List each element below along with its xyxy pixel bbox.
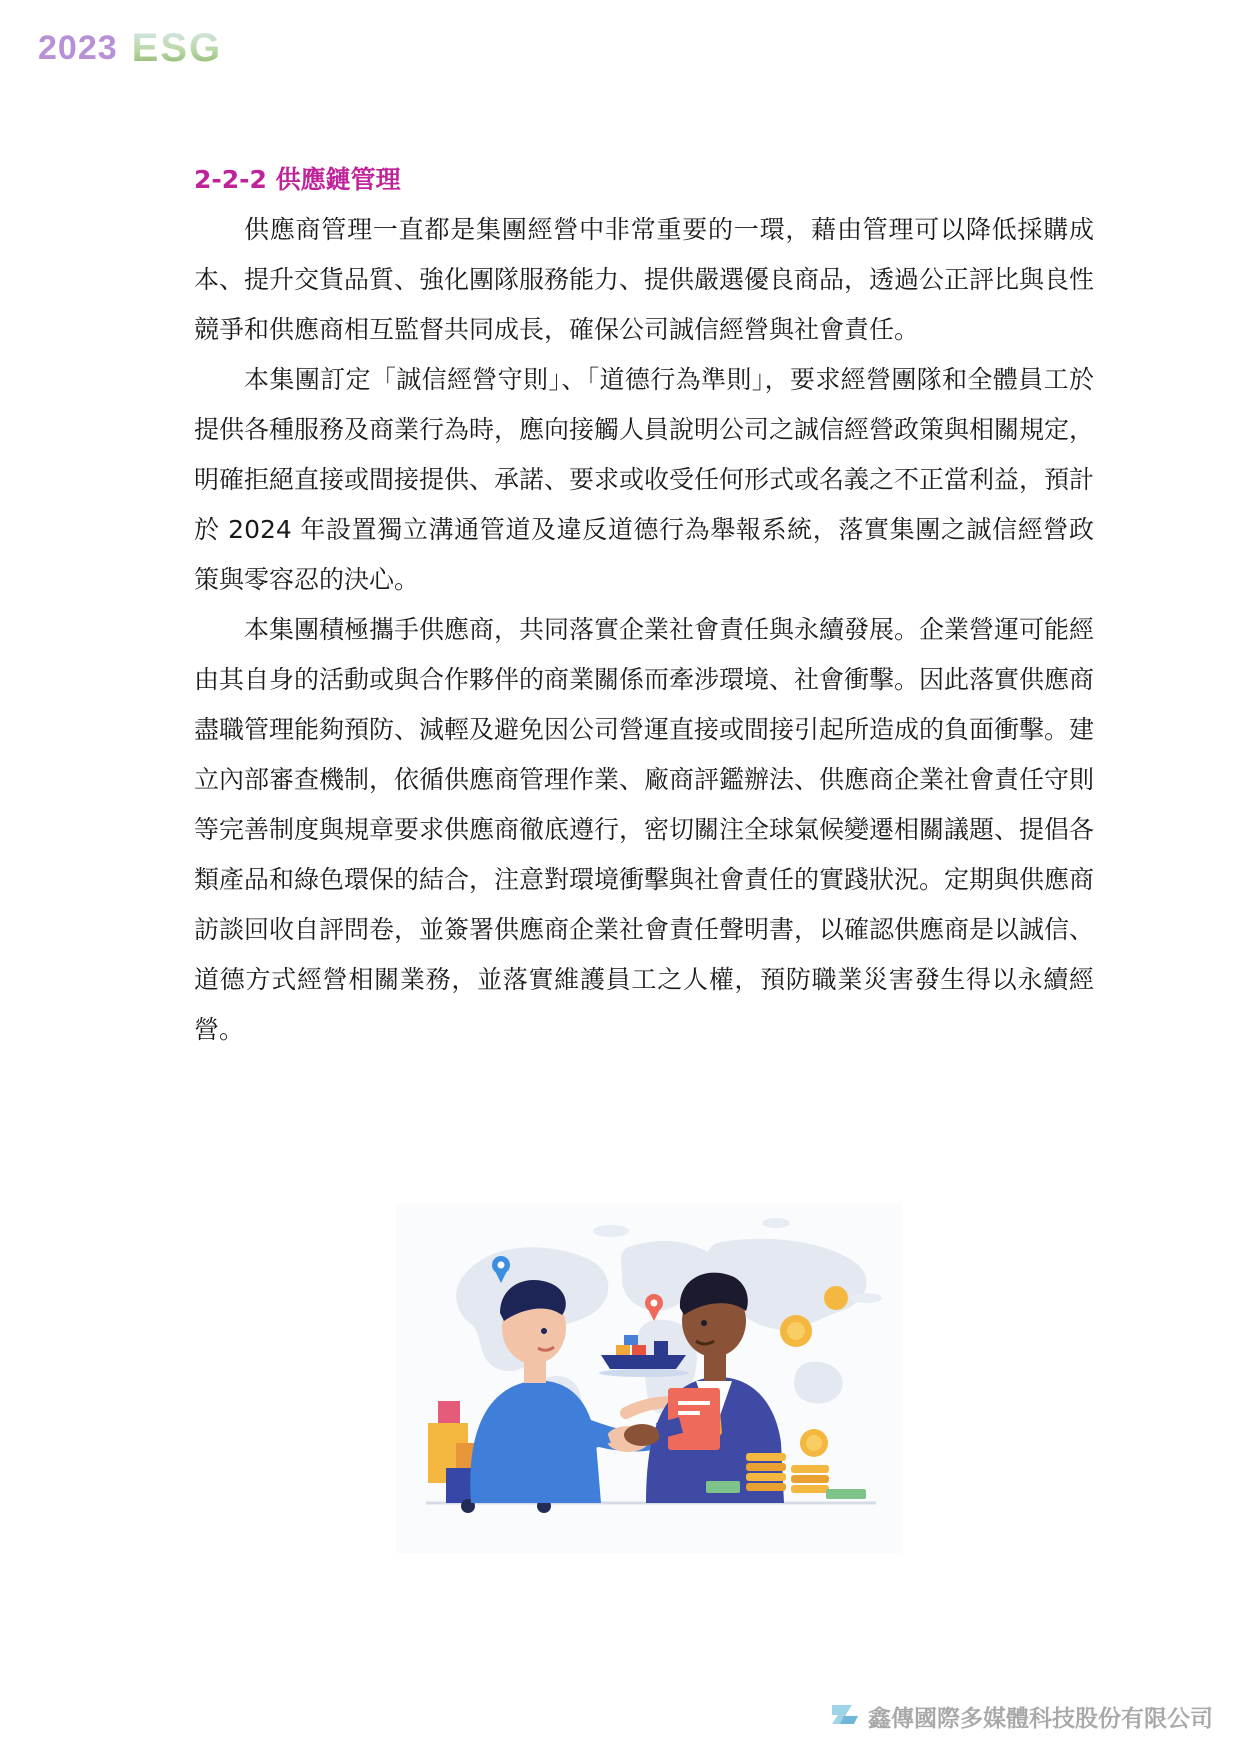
report-year: 2023 xyxy=(38,28,118,67)
esg-logo: ESG xyxy=(131,25,223,70)
paragraph-2: 本集團訂定「誠信經營守則」、「道德行為準則」，要求經營團隊和全體員工於提供各種服務及商業行為時，應向接觸人員說明公司之誠信經營政策與相關規定，明確拒絕直接或間接提供、承諾、要求或收受任何形式或名義之不正當利益，預計於 2024 年設置獨立溝通管道及違反道德行為舉報系統，落實集團之誠信經營政策與零容忍的決心。 xyxy=(194,365,1095,594)
business-handshake-illustration xyxy=(396,1203,902,1553)
section-body xyxy=(194,205,1094,1055)
company-logo-icon xyxy=(830,1702,860,1732)
paragraph-3: 本集團積極攜手供應商，共同落實企業社會責任與永續發展。企業營運可能經由其自身的活動或與合作夥伴的商業關係而牽涉環境、社會衝擊。因此落實供應商盡職管理能夠預防、減輕及避免因公司營運直接或間接引起所造成的負面衝擊。建立內部審查機制，依循供應商管理作業、廠商評鑑辦法、供應商企業社會責任守則等完善制度與規章要求供應商徹底遵行，密切關注全球氣候變遷相關議題、提倡各類產品和綠色環保的結合，注意對環境衝擊與社會責任的實踐狀況。定期與供應商訪談回收自評問卷，並簽署供應商企業社會責任聲明書，以確認供應商是以誠信、道德方式經營相關業務，並落實維護員工之人權，預防職業災害發生得以永續經營。 xyxy=(194,615,1095,1044)
section-title: 2-2-2 供應鏈管理 xyxy=(194,165,401,194)
paragraph-1: 供應商管理一直都是集團經營中非常重要的一環，藉由管理可以降低採購成本、提升交貨品質、強化團隊服務能力、提供嚴選優良商品，透過公正評比與良性競爭和供應商相互監督共同成長，確保公司誠信經營與社會責任。 xyxy=(194,215,1095,344)
report-header xyxy=(38,26,222,70)
illustration-svg xyxy=(396,1203,902,1553)
page-footer xyxy=(830,1700,1213,1733)
company-name: 鑫傳國際多媒體科技股份有限公司 xyxy=(868,1706,1213,1732)
